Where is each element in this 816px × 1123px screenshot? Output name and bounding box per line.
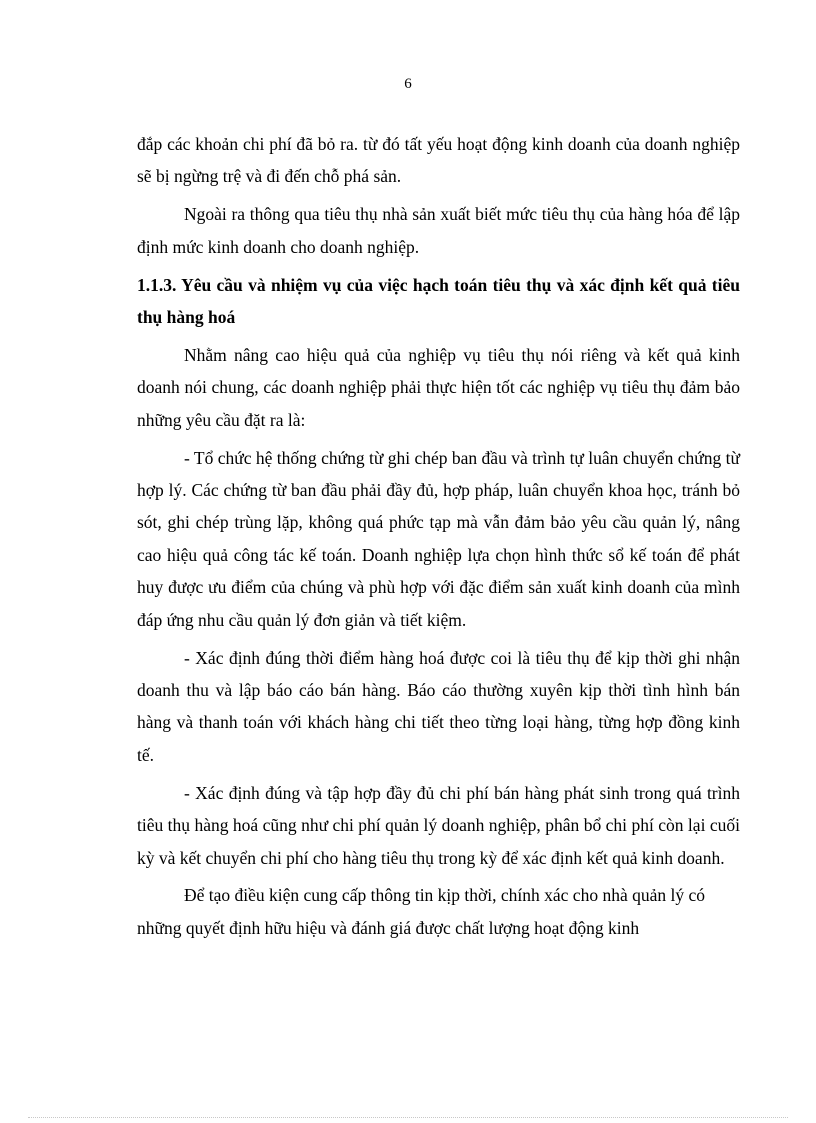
page-number: 6 (404, 76, 412, 92)
list-item-paragraph: - Xác định đúng và tập hợp đầy đủ chi phí bán hàng phát sinh trong quá trình tiêu thụ hàng hoá cũng như chi phí quản lý doanh nghiệp, phân bổ chi phí còn lại cuối kỳ và kết chuyển chi phí cho hàng tiêu thụ trong kỳ để xác định kết quả kinh doanh. (137, 782, 740, 868)
section-heading: 1.1.3. Yêu cầu và nhiệm vụ của việc hạch toán tiêu thụ và xác định kết quả tiêu thụ hàng hoá (137, 274, 740, 328)
paragraph: Ngoài ra thông qua tiêu thụ nhà sản xuất biết mức tiêu thụ của hàng hóa để lập định mức kinh doanh cho doanh nghiệp. (137, 204, 740, 257)
paragraph: Nhằm nâng cao hiệu quả của nghiệp vụ tiêu thụ nói riêng và kết quả kinh doanh nói chung, các doanh nghiệp phải thực hiện tốt các nghiệp vụ tiêu thụ đảm bảo những yêu cầu đặt ra là: (137, 344, 740, 430)
list-item-paragraph: - Xác định đúng thời điểm hàng hoá được coi là tiêu thụ để kịp thời ghi nhận doanh thu và lập báo cáo bán hàng. Báo cáo thường xuyên kịp thời tình hình bán hàng và thanh toán với khách hàng chi tiết theo từng loại hàng, từng hợp đồng kinh tế. (137, 647, 740, 765)
document-body (137, 128, 740, 950)
paragraph-continuation: đắp các khoản chi phí đã bỏ ra. từ đó tất yếu hoạt động kinh doanh của doanh nghiệp sẽ bị ngừng trệ và đi đến chỗ phá sản. (137, 134, 740, 187)
list-item-paragraph: - Tổ chức hệ thống chứng từ ghi chép ban đầu và trình tự luân chuyển chứng từ hợp lý. Các chứng từ ban đầu phải đầy đủ, hợp pháp, luân chuyển khoa học, tránh bỏ sót, ghi chép trùng lặp, không quá phức tạp mà vẫn đảm bảo yêu cầu quản lý, nâng cao hiệu quả công tác kế toán. Doanh nghiệp lựa chọn hình thức sổ kế toán để phát huy được ưu điểm của chúng và phù hợp với đặc điểm sản xuất kinh doanh của mình đáp ứng nhu cầu quản lý đơn giản và tiết kiệm. (137, 447, 740, 630)
page-bottom-rule (28, 1117, 788, 1118)
paragraph: Để tạo điều kiện cung cấp thông tin kịp thời, chính xác cho nhà quản lý có những quyết định hữu hiệu và đánh giá được chất lượng hoạt động kinh (137, 885, 705, 938)
